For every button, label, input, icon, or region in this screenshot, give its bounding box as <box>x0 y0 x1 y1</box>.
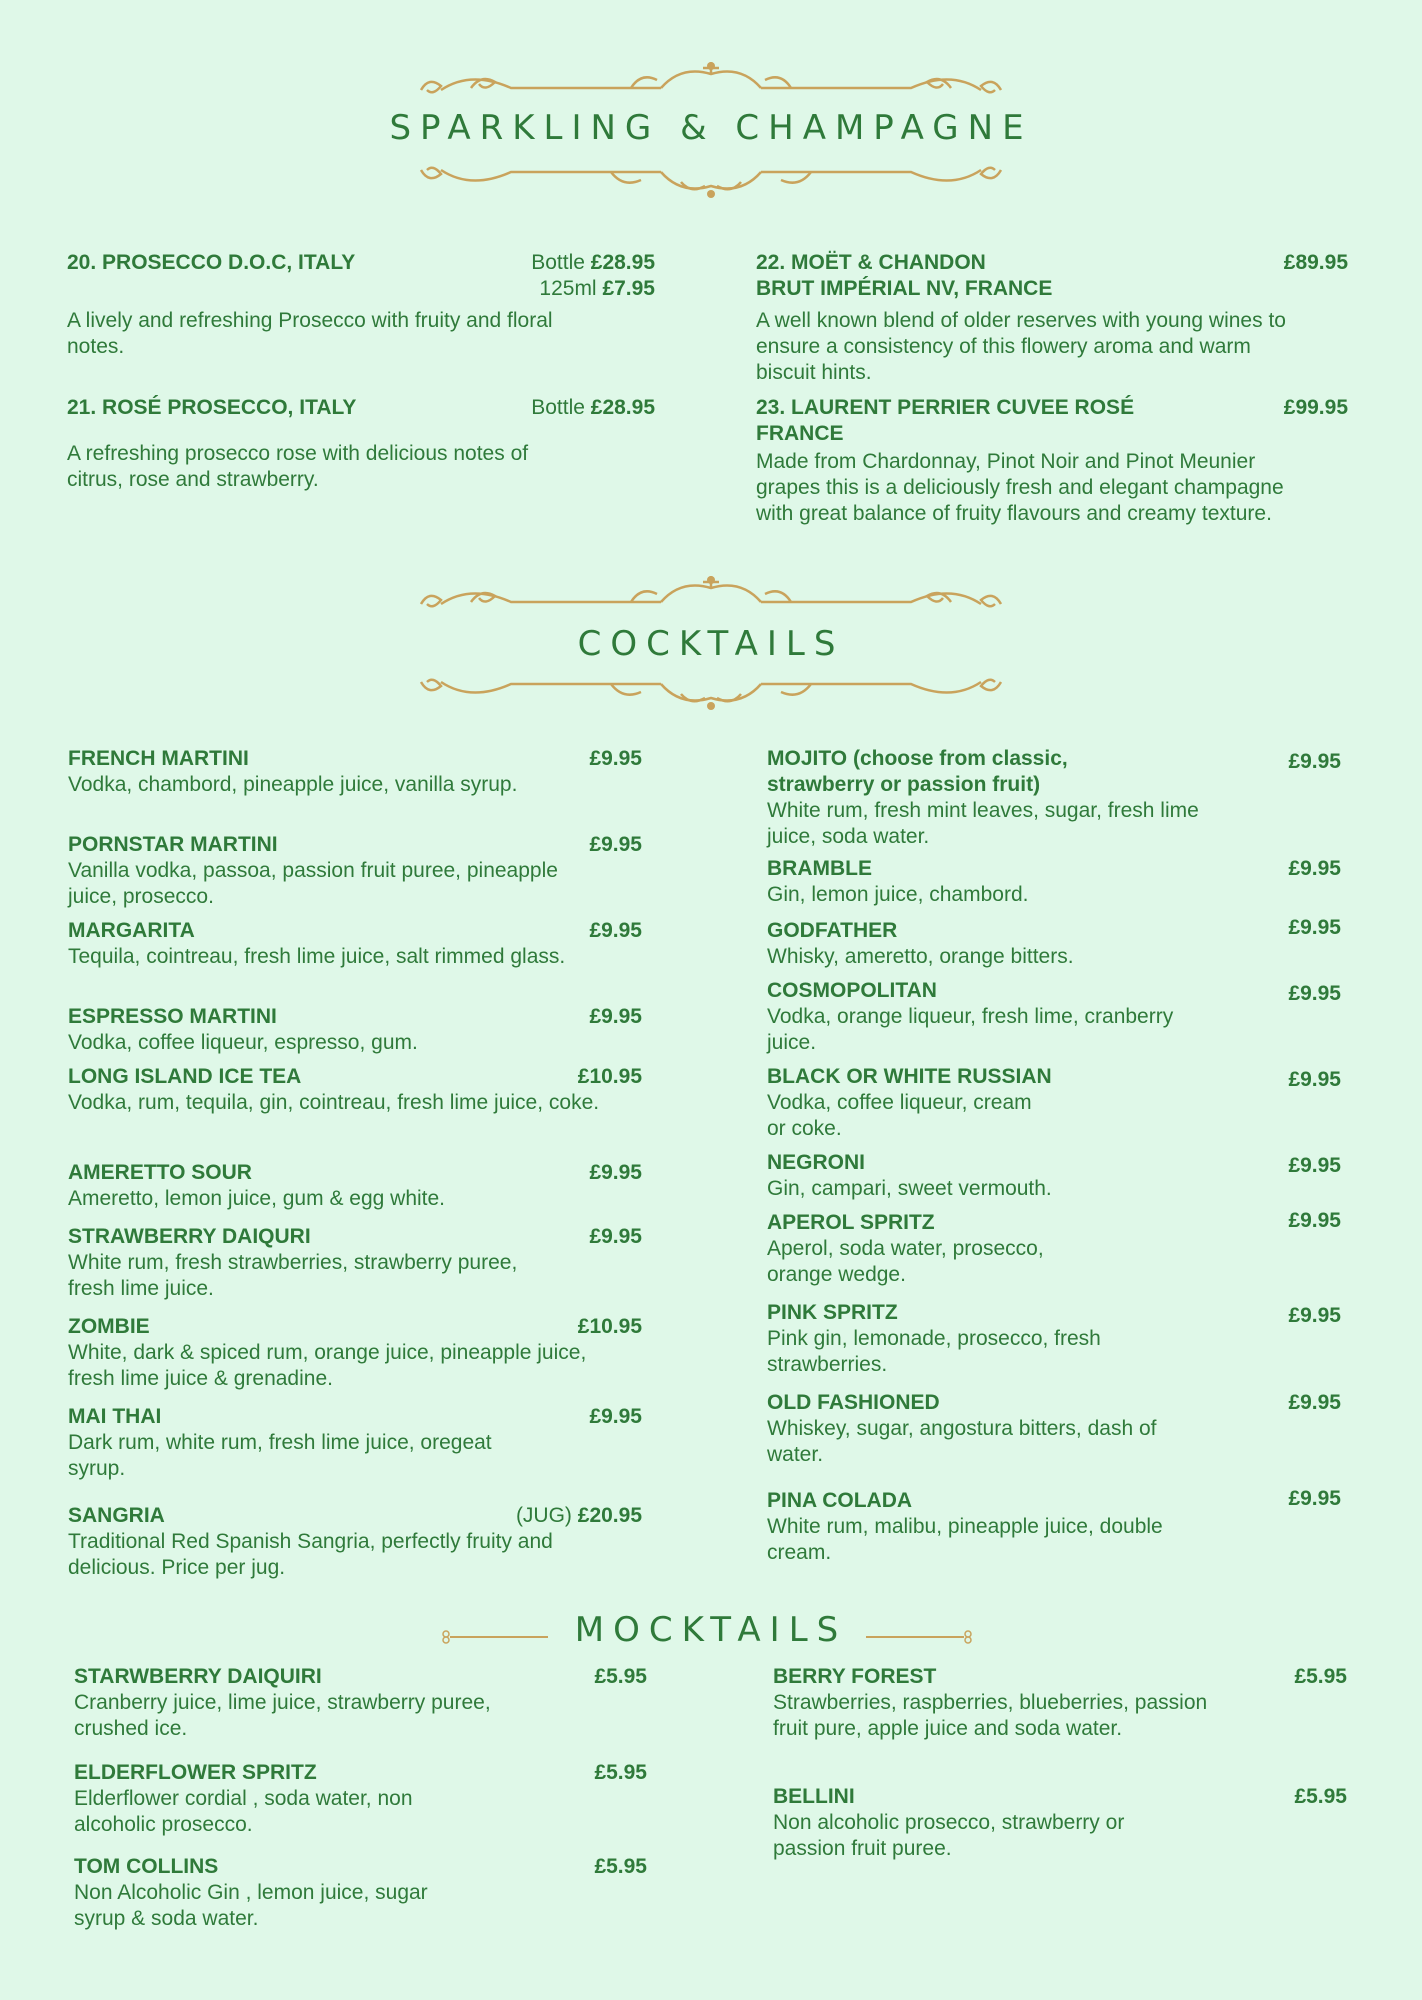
menu-item-ameretto-sour <box>68 1160 642 1212</box>
item-price: £9.95 <box>589 1005 642 1028</box>
item-price: £9.95 <box>1288 1487 1341 1510</box>
section-title-mocktails: MOCKTAILS <box>574 1610 848 1650</box>
menu-item-prosecco <box>67 250 655 360</box>
ornament-bottom-cocktails-icon <box>411 672 1011 722</box>
menu-item-espresso-martini <box>68 1004 642 1056</box>
item-name-line-2: FRANCE <box>756 422 844 445</box>
item-description: Non Alcoholic Gin , lemon juice, sugar syrup & soda water. <box>74 1881 428 1930</box>
item-description: White rum, malibu, pineapple juice, double cream. <box>767 1515 1163 1564</box>
item-price: £9.95 <box>1288 1209 1341 1232</box>
item-name: ELDERFLOWER SPRITZ <box>74 1761 317 1784</box>
item-description: Whiskey, sugar, angostura bitters, dash of water. <box>767 1417 1157 1466</box>
item-description: Traditional Red Spanish Sangria, perfectly fruity and delicious. Price per jug. <box>68 1530 553 1579</box>
section-title-sparkling: SPARKLING & CHAMPAGNE <box>389 108 1033 148</box>
menu-item-pina-colada <box>767 1488 1341 1566</box>
item-name: PINK SPRITZ <box>767 1301 898 1324</box>
item-name: ZOMBIE <box>68 1315 150 1338</box>
item-price: £9.95 <box>1288 857 1341 880</box>
menu-item-tom-collins <box>74 1854 647 1932</box>
item-name: BERRY FOREST <box>773 1665 937 1688</box>
item-description: Whisky, ameretto, orange bitters. <box>767 945 1074 968</box>
item-price: £9.95 <box>1288 916 1341 939</box>
menu-item-rose-prosecco <box>67 395 655 493</box>
menu-item-russian <box>767 1064 1341 1142</box>
item-price: £9.95 <box>1288 982 1341 1005</box>
menu-item-godfather <box>767 918 1341 970</box>
item-description: Vanilla vodka, passoa, passion fruit puree, pineapple juice, prosecco. <box>68 859 558 908</box>
item-price: £89.95 <box>1283 251 1348 274</box>
item-price: £9.95 <box>589 1225 642 1248</box>
menu-item-sangria <box>68 1503 642 1581</box>
item-name: PORNSTAR MARTINI <box>68 833 278 856</box>
item-description: Vodka, rum, tequila, gin, cointreau, fresh lime juice, coke. <box>68 1091 600 1114</box>
item-price: £9.95 <box>589 747 642 770</box>
item-description: Pink gin, lemonade, prosecco, fresh strawberries. <box>767 1327 1101 1376</box>
item-name: MOJITO (choose from classic, strawberry or passion fruit) <box>767 747 1068 796</box>
ornament-top-sparkling-icon <box>411 48 1011 104</box>
item-description: Vodka, chambord, pineapple juice, vanilla syrup. <box>68 773 518 796</box>
item-description: Gin, campari, sweet vermouth. <box>767 1177 1052 1200</box>
menu-item-moet <box>756 250 1348 386</box>
item-description: Tequila, cointreau, fresh lime juice, salt rimmed glass. <box>68 945 566 968</box>
item-description: Strawberries, raspberries, blueberries, passion fruit pure, apple juice and soda water. <box>773 1691 1208 1740</box>
menu-item-margarita <box>68 918 642 970</box>
ornament-top-cocktails-icon <box>411 562 1011 618</box>
item-price: Bottle £28.95 <box>531 396 655 419</box>
item-description: Vodka, coffee liqueur, espresso, gum. <box>68 1031 418 1054</box>
item-name: OLD FASHIONED <box>767 1391 940 1414</box>
item-name: 20. PROSECCO D.O.C, ITALY <box>67 251 356 274</box>
item-price: £9.95 <box>589 833 642 856</box>
menu-item-zombie <box>68 1314 642 1392</box>
item-description: Made from Chardonnay, Pinot Noir and Pinot Meunier grapes this is a deliciously fresh and elegant champagne with great balance of fruity flavours and creamy texture. <box>756 450 1284 525</box>
menu-item-long-island <box>68 1064 642 1116</box>
menu-item-old-fashioned <box>767 1390 1341 1468</box>
item-price: £9.95 <box>589 919 642 942</box>
item-description: A refreshing prosecco rose with delicious notes of citrus, rose and strawberry. <box>67 442 529 491</box>
item-name: BLACK OR WHITE RUSSIAN <box>767 1065 1052 1088</box>
item-name: NEGRONI <box>767 1151 866 1174</box>
item-name: GODFATHER <box>767 919 898 942</box>
menu-item-pink-spritz <box>767 1300 1341 1378</box>
item-description: A well known blend of older reserves with young wines to ensure a consistency of this flowery aroma and warm biscuit hints. <box>756 309 1286 384</box>
menu-item-bramble <box>767 856 1341 908</box>
item-description: White, dark & spiced rum, orange juice, pineapple juice, fresh lime juice & grenadine. <box>68 1341 587 1390</box>
item-name: PINA COLADA <box>767 1489 913 1512</box>
menu-item-french-martini <box>68 746 642 798</box>
item-price: £10.95 <box>577 1315 642 1338</box>
item-description: Aperol, soda water, prosecco, orange wedge. <box>767 1237 1044 1286</box>
item-price: £5.95 <box>594 1665 647 1688</box>
item-description: Vodka, orange liqueur, fresh lime, cranberry juice. <box>767 1005 1174 1054</box>
item-price: £5.95 <box>594 1855 647 1878</box>
item-name: MARGARITA <box>68 919 195 942</box>
item-description: Ameretto, lemon juice, gum & egg white. <box>68 1187 446 1210</box>
menu-item-bellini <box>773 1784 1347 1862</box>
item-price: £10.95 <box>577 1065 642 1088</box>
item-description: Dark rum, white rum, fresh lime juice, oregeat syrup. <box>68 1431 492 1480</box>
menu-item-berry-forest <box>773 1664 1347 1742</box>
menu-item-laurent-perrier <box>756 395 1348 527</box>
menu-item-aperol-spritz <box>767 1210 1341 1288</box>
item-price: £5.95 <box>594 1761 647 1784</box>
menu-item-negroni <box>767 1150 1341 1202</box>
item-price: £9.95 <box>1288 750 1341 773</box>
item-price: £9.95 <box>589 1161 642 1184</box>
menu-item-mai-thai <box>68 1404 642 1482</box>
item-price: Bottle £28.95 125ml £7.95 <box>531 251 655 300</box>
item-name: AMERETTO SOUR <box>68 1161 252 1184</box>
item-description: Non alcoholic prosecco, strawberry or passion fruit puree. <box>773 1811 1125 1860</box>
item-price: £9.95 <box>1288 1391 1341 1414</box>
item-price: £9.95 <box>1288 1068 1341 1091</box>
divider-right-icon <box>864 1630 974 1644</box>
item-name: 21. ROSÉ PROSECCO, ITALY <box>67 396 357 419</box>
item-name: APEROL SPRITZ <box>767 1211 935 1234</box>
item-name: 22. MOËT & CHANDON <box>756 251 986 274</box>
item-name: MAI THAI <box>68 1405 162 1428</box>
item-description: Gin, lemon juice, chambord. <box>767 883 1029 906</box>
menu-item-pornstar-martini <box>68 832 642 910</box>
item-name: STRAWBERRY DAIQURI <box>68 1225 311 1248</box>
item-description: Elderflower cordial , soda water, non alcoholic prosecco. <box>74 1787 413 1836</box>
item-price: (JUG) £20.95 <box>515 1504 642 1527</box>
menu-item-cosmopolitan <box>767 978 1341 1056</box>
item-name: TOM COLLINS <box>74 1855 219 1878</box>
item-description: A lively and refreshing Prosecco with fruity and floral notes. <box>67 309 553 358</box>
item-name-line-2: BRUT IMPÉRIAL NV, FRANCE <box>756 277 1053 300</box>
item-name: LONG ISLAND ICE TEA <box>68 1065 302 1088</box>
section-title-cocktails: COCKTAILS <box>577 624 845 664</box>
menu-item-strawberry-daiquri <box>68 1224 642 1302</box>
item-name: FRENCH MARTINI <box>68 747 249 770</box>
item-description: White rum, fresh mint leaves, sugar, fresh lime juice, soda water. <box>767 799 1199 848</box>
item-name: STARWBERRY DAIQUIRI <box>74 1665 322 1688</box>
item-price: £9.95 <box>589 1405 642 1428</box>
item-price: £99.95 <box>1283 396 1348 419</box>
item-price: £5.95 <box>1294 1665 1347 1688</box>
item-price: £9.95 <box>1288 1154 1341 1177</box>
item-name: BRAMBLE <box>767 857 872 880</box>
item-description: Vodka, coffee liqueur, cream or coke. <box>767 1091 1032 1140</box>
item-name: 23. LAURENT PERRIER CUVEE ROSÉ <box>756 396 1135 419</box>
item-name: SANGRIA <box>68 1504 165 1527</box>
ornament-bottom-sparkling-icon <box>411 160 1011 210</box>
item-description: White rum, fresh strawberries, strawberry puree, fresh lime juice. <box>68 1251 518 1300</box>
item-name: ESPRESSO MARTINI <box>68 1005 277 1028</box>
item-price: £9.95 <box>1288 1304 1341 1327</box>
item-name: BELLINI <box>773 1785 855 1808</box>
item-description: Cranberry juice, lime juice, strawberry puree, crushed ice. <box>74 1691 491 1740</box>
menu-item-mojito <box>767 746 1341 850</box>
item-price: £5.95 <box>1294 1785 1347 1808</box>
menu-item-starwberry-daiquiri <box>74 1664 647 1742</box>
menu-item-elderflower-spritz <box>74 1760 647 1838</box>
item-name: COSMOPOLITAN <box>767 979 937 1002</box>
